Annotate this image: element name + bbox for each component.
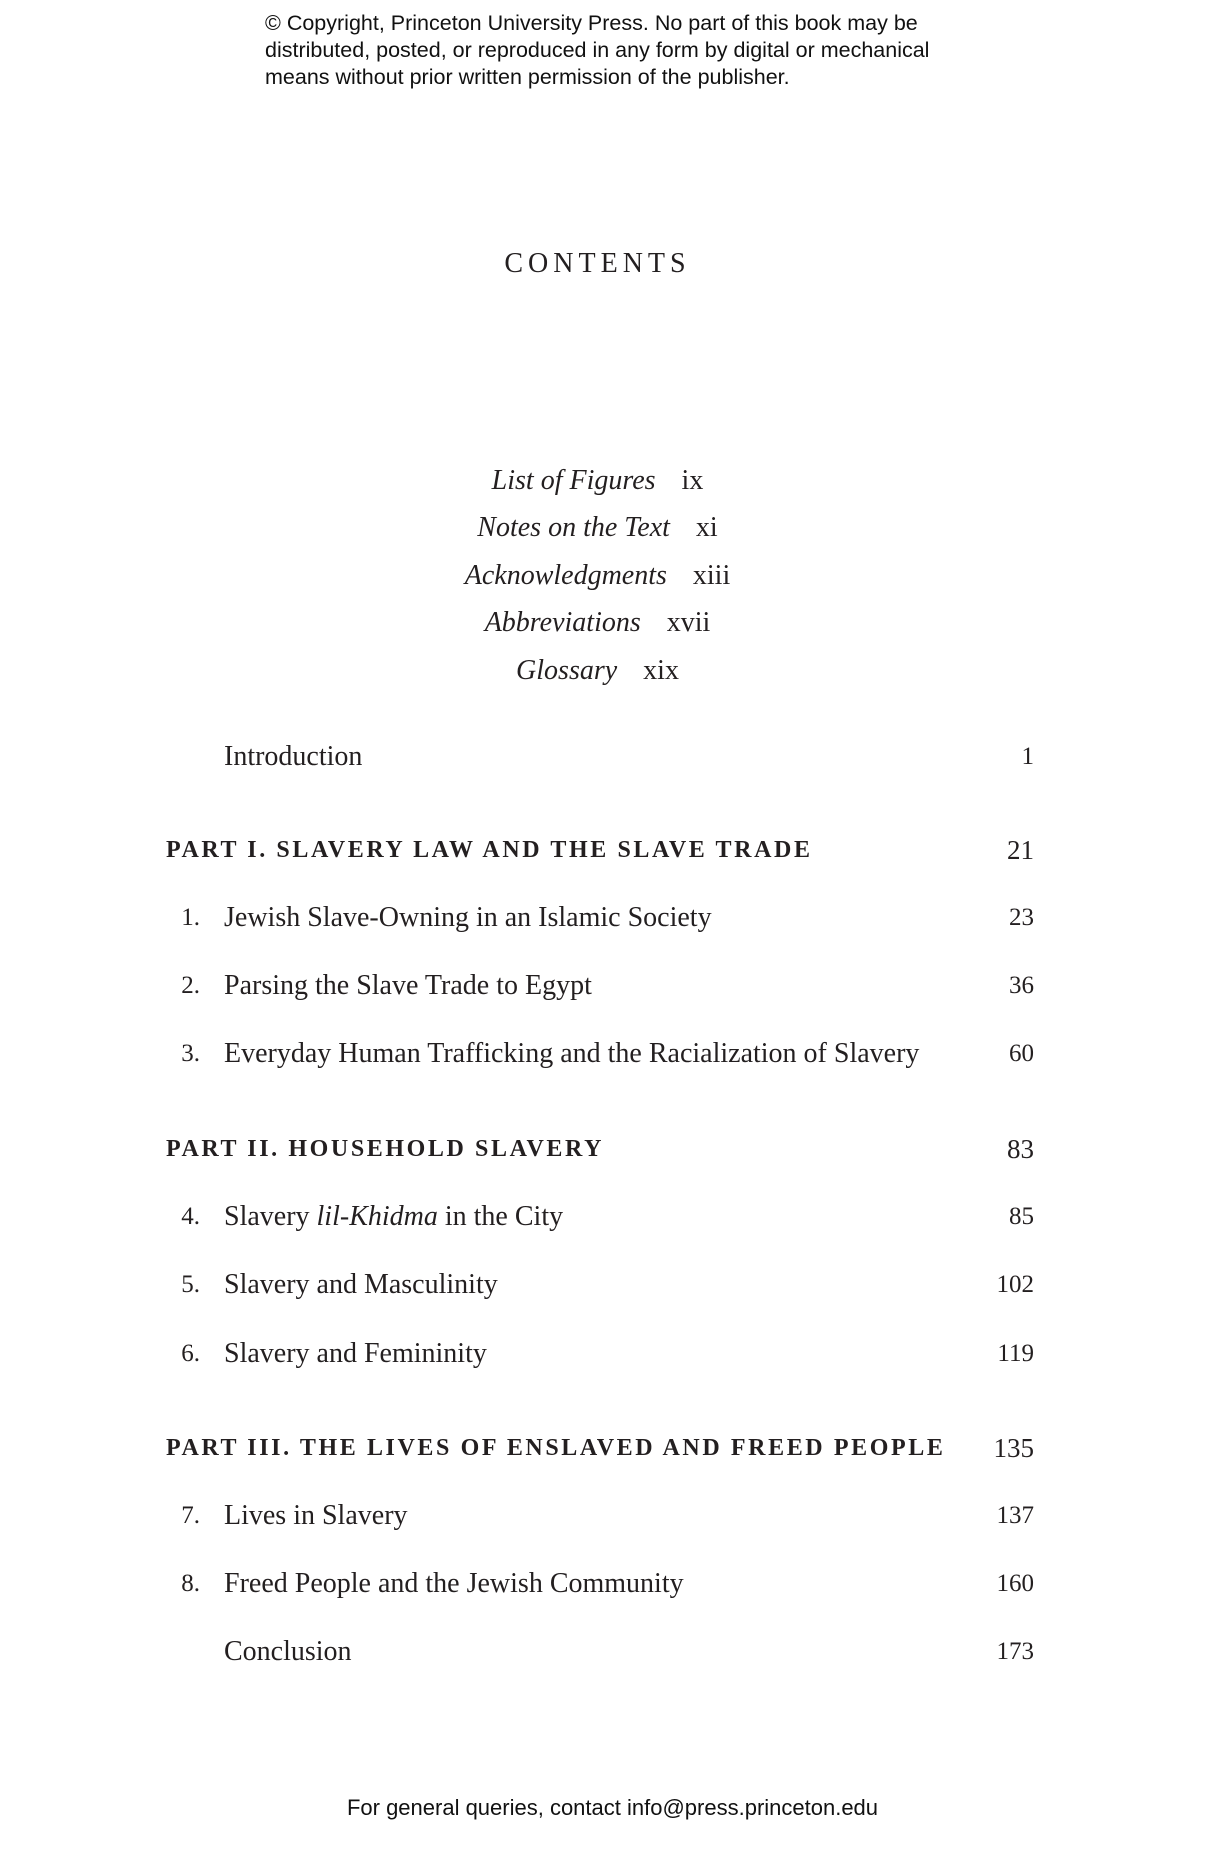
front-matter-page: xiii [692,560,731,591]
toc-part-heading [166,834,1034,874]
toc-entry-chapter [166,902,1034,942]
chapter-title: Parsing the Slave Trade to Egypt [224,970,592,1001]
chapter-number: 7. [181,1502,200,1529]
chapter-title [224,1201,563,1233]
part-page: 135 [993,1433,1034,1463]
front-matter-item [0,465,1195,497]
toc-entry-conclusion [166,1636,1034,1676]
copyright-line-2: distributed, posted, or reproduced in any form by digital or mechanical [265,38,930,62]
chapter-title-part: in the City [437,1201,564,1232]
chapter-title: Freed People and the Jewish Community [224,1568,684,1599]
part-title: PART II. HOUSEHOLD SLAVERY [166,1136,605,1162]
chapter-number: 6. [181,1340,200,1367]
front-matter-item [0,560,1195,592]
front-matter-page: xvii [666,607,711,638]
front-matter-item [0,607,1195,639]
chapter-page: 102 [996,1271,1034,1298]
chapter-title: Lives in Slavery [224,1500,408,1531]
chapter-title: Slavery and Masculinity [224,1269,498,1300]
copyright-line-1: © Copyright, Princeton University Press. No part of this book may be [265,11,918,35]
toc-entry-chapter [166,1568,1034,1608]
part-title: PART I. SLAVERY LAW AND THE SLAVE TRADE [166,837,813,863]
copyright-notice [265,10,1025,91]
front-matter-page: ix [681,465,704,496]
chapter-page: 23 [1009,904,1034,931]
toc-entry-page: 173 [996,1638,1034,1665]
chapter-number: 5. [181,1271,200,1298]
toc-entry-chapter [166,970,1034,1010]
footer-contact: For general queries, contact info@press.princeton.edu [346,1795,879,1820]
front-matter-title: Glossary [516,655,618,686]
chapter-page: 36 [1009,972,1034,999]
toc-entry-title: Introduction [224,741,363,772]
part-title: PART III. THE LIVES OF ENSLAVED AND FREED PEOPLE [166,1435,946,1461]
toc-part-heading [166,1133,1034,1173]
chapter-page: 137 [996,1502,1034,1529]
front-matter-item [0,655,1195,687]
chapter-title-italic: lil-Khidma [316,1201,438,1232]
front-matter-title: Abbreviations [484,607,641,638]
front-matter-item [0,512,1195,544]
chapter-page: 160 [996,1570,1034,1597]
chapter-title-part: Slavery [224,1201,317,1232]
toc-entry-title: Conclusion [224,1636,352,1667]
toc-entry-page: 1 [1021,743,1034,770]
chapter-page: 119 [997,1340,1034,1367]
toc-entry-chapter [166,1338,1034,1378]
chapter-title: Everyday Human Trafficking and the Racialization of Slavery [224,1038,920,1069]
toc-entry-chapter [166,1201,1034,1241]
part-page: 83 [1007,1134,1034,1164]
toc-entry-chapter [166,1269,1034,1309]
chapter-title: Slavery and Femininity [224,1338,487,1369]
front-matter-page: xi [695,512,718,543]
front-matter-page: xix [643,655,679,686]
front-matter-title: List of Figures [491,465,656,496]
chapter-number: 3. [181,1040,200,1067]
part-page: 21 [1007,835,1034,865]
toc-part-heading [166,1432,1034,1472]
toc-entry-chapter [166,1500,1034,1540]
toc-entry-chapter [166,1038,1034,1078]
chapter-page: 85 [1009,1203,1034,1230]
chapter-number: 1. [181,904,200,931]
chapter-number: 8. [181,1570,200,1597]
copyright-line-3: means without prior written permission of the publisher. [265,65,790,89]
page-title: CONTENTS [504,248,691,279]
chapter-page: 60 [1009,1040,1034,1067]
chapter-title: Jewish Slave-Owning in an Islamic Society [224,902,712,933]
front-matter-title: Notes on the Text [477,512,670,543]
chapter-number: 2. [181,972,200,999]
toc-entry-introduction [166,741,1034,781]
front-matter-title: Acknowledgments [464,560,667,591]
chapter-number: 4. [181,1203,200,1230]
